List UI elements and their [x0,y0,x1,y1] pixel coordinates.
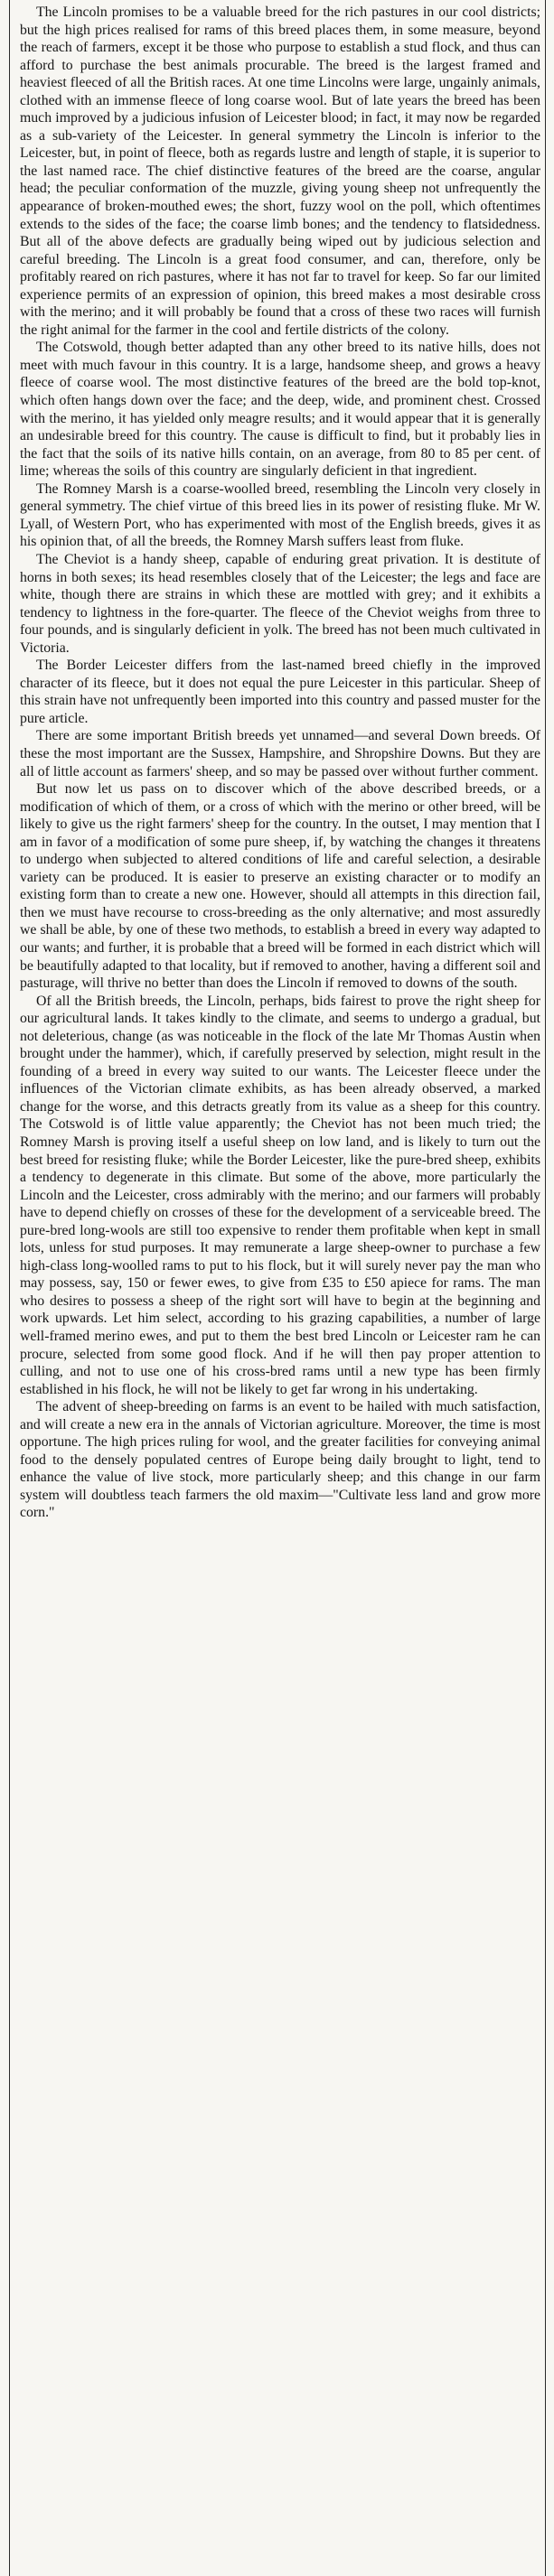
paragraph-cotswold: The Cotswold, though better adapted than any other breed to its native hills, does not meet with much favour in this country. It is a large, handsome sheep, and grows a heavy fleece of coarse wool. The most distinctive features of the breed are the bold top-knot, which often hangs down over the face; and the deep, wide, and prominent chest. Crossed with the merino, it has yielded only meagre results; and it would appear that it is generally an undesirable breed for this country. The cause is difficult to find, but it probably lies in the fact that the soils of its native hills contain, on an average, from 80 to 85 per cent. of lime; whereas the soils of this country are singularly deficient in that ingredient. [20,340,540,480]
paragraph-cheviot: The Cheviot is a handy sheep, capable of enduring great privation. It is destitute of horns in both sexes; its head resembles closely that of the Leicester; the legs and face are white, though there are strains in which these are mottled with grey; and it exhibits a tendency to lightness in the fore-quarter. The fleece of the Cheviot weighs from three to four pounds, and is singularly deficient in yolk. The breed has not been much cultivated in Victoria. [20,551,540,656]
paragraph-down-breeds: There are some important British breeds yet unnamed—and several Down breeds. Of these the most important are the Sussex, Hampshire, and Shropshire Downs. But they are all of little account as farmers' sheep, and so may be passed over without further comment. [20,728,540,779]
article-column [20,4,540,1522]
paragraph-conclusion: The advent of sheep-breeding on farms is an event to be hailed with much satisfaction, and will create a new era in the annals of Victorian agriculture. Moreover, the time is most opportune. The high prices ruling for wool, and the greater facilities for conveying animal food to the densely populated centres of Europe being daily brought to light, tend to enhance the value of live stock, more particularly sheep; and this change in our farm system will doubtless teach farmers the old maxim—"Cultivate less land and grow more corn." [20,1399,540,1521]
paragraph-farmers-sheep: But now let us pass on to discover which of the above described breeds, or a modification of which of them, or a cross of which with the merino or other breed, will be likely to give us the right farmers' sheep for the country. In the outset, I may mention that I am in favor of a modification of some pure sheep, if, by watching the changes it threatens to undergo when subjected to altered conditions of life and careful selection, a desirable variety can be produced. It is easier to preserve an existing character or to modify an existing form than to create a new one. However, should all attempts in this direction fail, then we must have recourse to cross-breeding as the only alternative; and most assuredly we shall be able, by one of these two methods, to establish a breed in every way adapted to our wants; and further, it is probable that a breed will be formed in each district which will be beautifully adapted to that locality, but if removed to another, having a different soil and pasturage, will thrive no better than does the Lincoln if removed to downs of the south. [20,781,540,992]
paragraph-romney-marsh: The Romney Marsh is a coarse-woolled breed, resembling the Lincoln very closely in general symmetry. The chief virtue of this breed lies in its power of resisting fluke. Mr W. Lyall, of Western Port, who has experimented with most of the English breeds, gives it as his opinion that, of all the breeds, the Romney Marsh suffers least from fluke. [20,481,540,550]
paragraph-border-leicester: The Border Leicester differs from the last-named breed chiefly in the improved character of its fleece, but it does not equal the pure Leicester in this particular. Sheep of this strain have not unfrequently been imported into this country and passed muster for the pure article. [20,658,540,726]
paragraph-british-breeds: Of all the British breeds, the Lincoln, perhaps, bids fairest to prove the right sheep for our agricultural lands. It takes kindly to the climate, and seems to undergo a gradual, but not deleterious, change (as was noticeable in the flock of the late Mr Thomas Austin when brought under the hammer), which, if carefully preserved by selection, might result in the founding of a breed in every way suited to our wants. The Leicester fleece under the influences of the Victorian climate exhibits, as has been already observed, a marked change for the worse, and this detracts greatly from its value as a sheep for this country. The Cotswold is of little value apparently; the Cheviot has not been much tried; the Romney Marsh is proving itself a useful sheep on low land, and is likely to turn out the best breed for resisting fluke; while the Border Leicester, like the pure-bred sheep, exhibits a tendency to degenerate in this climate. But some of the above, more particularly the Lincoln and the Leicester, cross admirably with the merino; and our farmers will probably have to depend chiefly on crosses of these for the development of a serviceable breed. The pure-bred long-wools are still too expensive to render them profitable when kept in small lots, unless for stud purposes. It may remunerate a large sheep-owner to purchase a few high-class long-woolled rams to put to his flock, but it will surely never pay the man who may possess, say, 150 or fewer ewes, to give from £35 to £50 apiece for rams. The man who desires to possess a sheep of the right sort will have to begin at the beginning and work upwards. Let him select, according to his grazing capabilities, a number of large well-framed merino ewes, and put to them the best bred Lincoln or Leicester ram he can procure, selected from some good flock. And if he will then pay proper attention to culling, and not to use one of his cross-bred rams until a new type has been firmly established in his flock, he will not be likely to get far wrong in his undertaking. [20,993,540,1397]
column-rule-right [545,0,546,2576]
paragraph-lincoln: The Lincoln promises to be a valuable breed for the rich pastures in our cool districts; but the high prices realised for rams of this breed places them, in some measure, beyond the reach of farmers, except it be those who purpose to establish a stud flock, and thus can afford to purchase the best animals procurable. The breed is the largest framed and heaviest fleeced of all the British races. At one time Lincolns were large, ungainly animals, clothed with an immense fleece of long coarse wool. But of late years the breed has been much improved by a judicious infusion of Leicester blood; in fact, it may now be regarded as a sub-variety of the Leicester. In general symmetry the Lincoln is inferior to the Leicester, but, in point of fleece, both as regards lustre and length of staple, it is superior to the last named race. The chief distinctive features of the breed are the coarse, angular head; the peculiar conformation of the muzzle, giving young sheep not unfrequently the appearance of broken-mouthed ewes; the short, fuzzy wool on the poll, which oftentimes extends to the sides of the face; the coarse limb bones; and the tendency to flatsidedness. But all of the above defects are gradually being wiped out by judicious selection and careful breeding. The Lincoln is a great food consumer, and can, therefore, only be profitably reared on rich pastures, where it has not far to travel for keep. So far our limited experience permits of an expression of opinion, this breed makes a most desirable cross with the merino; and it will probably be found that a cross of these two races will furnish the right animal for the farmer in the cool and fertile districts of the colony. [20,5,540,338]
column-rule-left [9,0,10,2576]
